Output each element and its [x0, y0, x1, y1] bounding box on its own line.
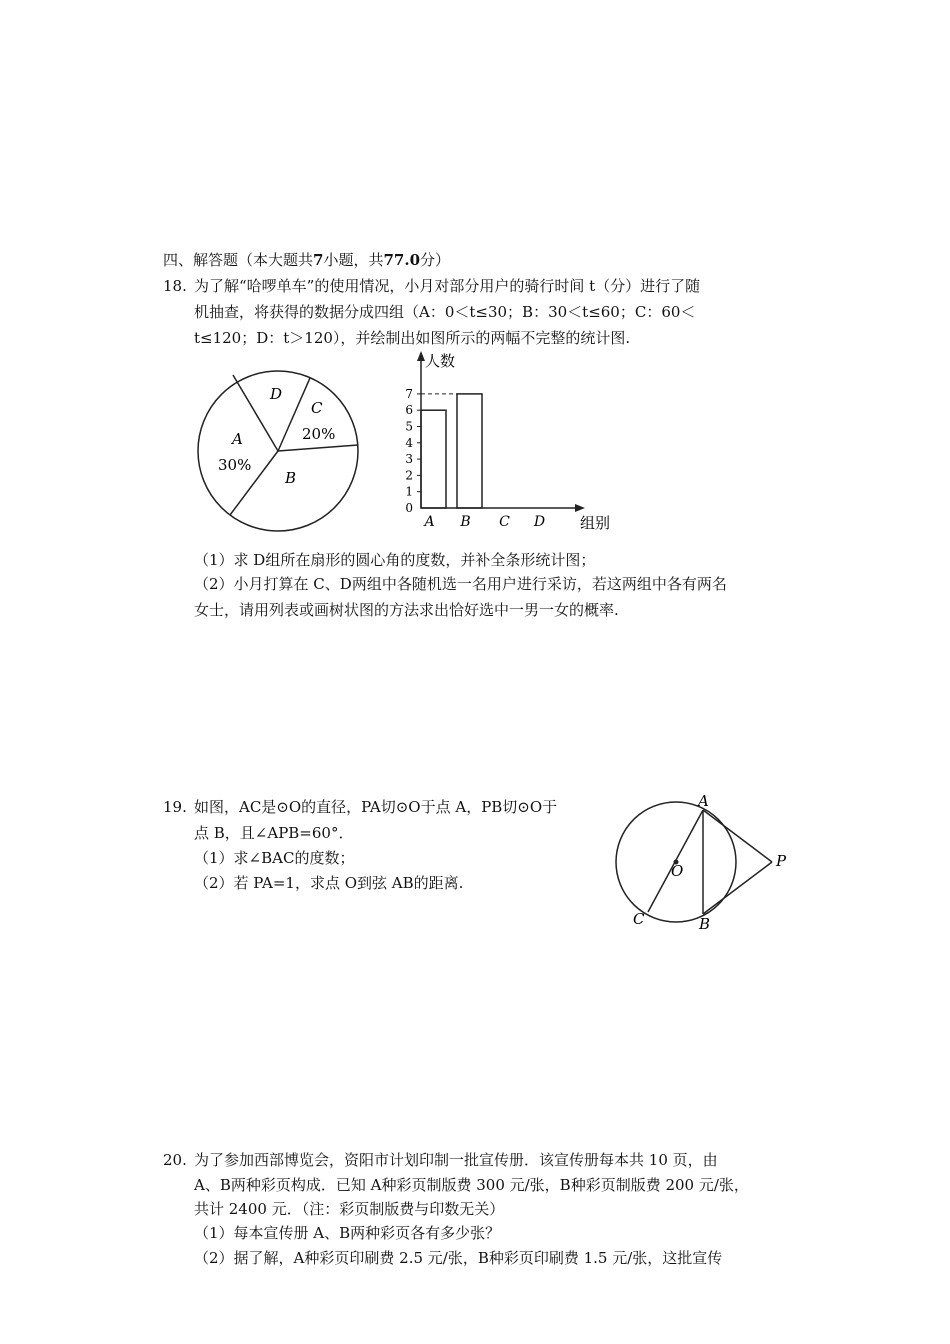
point-label-p: P — [776, 852, 787, 870]
q20-line-2: A、B两种彩页构成．已知 A种彩页制版费 300 元/张，B种彩页制版费 200 元/张， — [194, 1176, 749, 1194]
point-label-c: C — [633, 910, 645, 928]
pie-label-a-pct: 30% — [218, 456, 252, 474]
geometry-figure — [605, 792, 805, 932]
x-tick-label-B: B — [460, 514, 471, 530]
bar-chart — [380, 345, 620, 535]
pie-label-a: A — [232, 430, 243, 448]
y-tick-label-4: 4 — [405, 435, 413, 450]
y-tick-label-3: 3 — [405, 452, 413, 467]
q20-part-2: （2）据了解，A种彩页印刷费 2.5 元/张，B种彩页印刷费 1.5 元/张，这批宣传 — [194, 1249, 723, 1267]
section-heading — [163, 250, 450, 270]
section-count: 7 — [313, 251, 324, 269]
q19-line-2: 点 B，且∠APB=60°． — [194, 824, 354, 842]
q20-line-3: 共计 2400 元．（注：彩页制版费与印数无关） — [194, 1200, 505, 1218]
x-axis-title: 组别 — [580, 514, 611, 532]
q18-line-1: 为了解“哈啰单车”的使用情况，小月对部分用户的骑行时间 t（分）进行了随 — [194, 277, 701, 295]
pie-label-d: D — [270, 385, 283, 403]
q19-line-1: 如图，AC是⊙O的直径，PA切⊙O于点 A，PB切⊙O于 — [194, 798, 558, 816]
section-prefix: 四、解答题（本大题共 — [163, 251, 314, 269]
point-label-o: O — [671, 862, 684, 880]
pie-label-c: C — [311, 399, 323, 417]
q18-part-2-line-1: （2）小月打算在 C、D两组中各随机选一名用户进行采访，若这两组中各有两名 — [194, 575, 727, 593]
tangent-pb — [703, 862, 772, 914]
bar-A — [421, 410, 446, 508]
q20-part-1: （1）每本宣传册 A、B两种彩页各有多少张？ — [194, 1224, 501, 1242]
x-tick-label-D: D — [533, 514, 546, 530]
q18-line-3: t≤120；D：t＞120），并绘制出如图所示的两幅不完整的统计图. — [194, 329, 631, 347]
section-suffix: 分） — [420, 251, 451, 269]
q19-number: 19. — [163, 798, 187, 816]
x-tick-label-A: A — [424, 514, 435, 530]
q19-part-2: （2）若 PA=1，求点 O到弦 AB的距离. — [194, 874, 464, 892]
section-mid: 小题，共 — [323, 251, 384, 269]
y-tick-label-6: 6 — [405, 403, 413, 418]
pie-chart — [190, 365, 370, 545]
y-tick-label-1: 1 — [405, 484, 413, 499]
q20-number: 20. — [163, 1151, 187, 1169]
y-axis-title: 人数 — [425, 352, 456, 370]
y-tick-label-5: 5 — [405, 419, 413, 434]
pie-label-b: B — [285, 469, 297, 487]
pie-label-c-pct: 20% — [302, 425, 336, 443]
section-score: 77.0 — [383, 251, 421, 269]
q19-part-1: （1）求∠BAC的度数； — [194, 849, 355, 867]
q20-line-1: 为了参加西部博览会，资阳市计划印制一批宣传册．该宣传册每本共 10 页，由 — [194, 1151, 718, 1169]
point-label-b: B — [699, 915, 711, 932]
q18-number: 18. — [163, 277, 187, 295]
y-tick-label-7: 7 — [405, 386, 413, 401]
q18-part-1: （1）求 D组所在扇形的圆心角的度数，并补全条形统计图； — [194, 551, 596, 569]
pie-divider-c-b — [278, 445, 358, 451]
y-tick-label-2: 2 — [405, 468, 413, 483]
bar-B — [457, 394, 482, 508]
q18-line-2: 机抽查，将获得的数据分成四组（A：0＜t≤30；B：30＜t≤60；C：60＜ — [194, 303, 696, 321]
x-tick-label-C: C — [499, 514, 510, 530]
point-label-a: A — [698, 792, 709, 810]
x-axis-arrow — [575, 504, 585, 512]
tangent-pa — [703, 810, 772, 862]
y-tick-label-0: 0 — [405, 501, 413, 515]
y-axis-arrow — [417, 351, 425, 361]
q18-part-2-line-2: 女士，请用列表或画树状图的方法求出恰好选中一男一女的概率. — [194, 601, 619, 619]
